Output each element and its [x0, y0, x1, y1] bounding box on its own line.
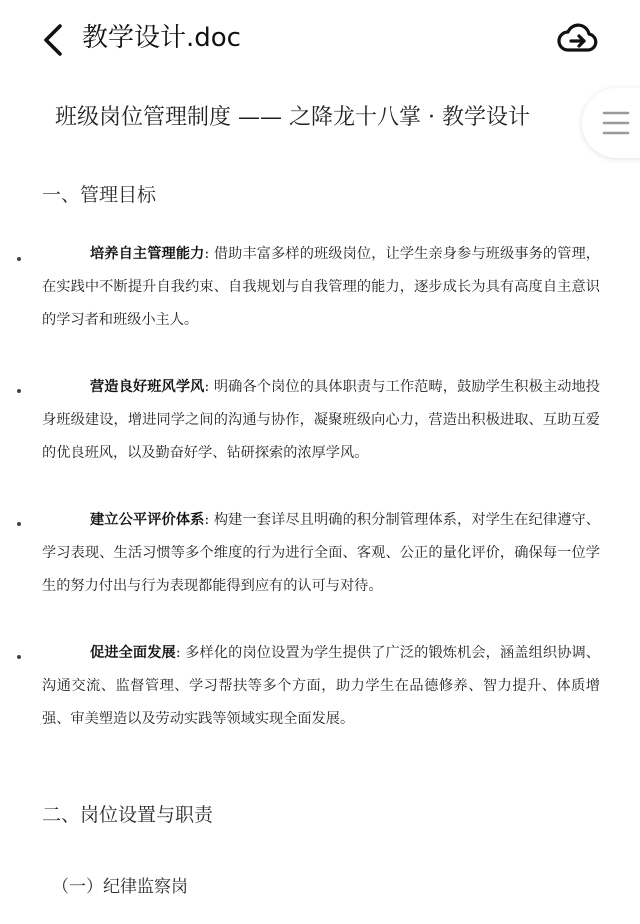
goal-text: : 多样化的岗位设置为学生提供了广泛的锻炼机会，涵盖组织协调、沟通交流、监督管理、学习帮扶等多个方面，助力学生在品德修养、智力提升、体质增强、审美塑造以及劳动实践等领域实现全面发展。 — [42, 645, 600, 727]
goal-paragraph — [42, 371, 600, 470]
goal-term: 促进全面发展 — [90, 645, 176, 661]
back-button[interactable] — [36, 20, 76, 60]
goal-text: : 构建一套详尽且明确的积分制管理体系，对学生在纪律遵守、学习表现、生活习惯等多个维度的行为进行全面、客观、公正的量化评价，确保每一位学生的努力付出与行为表现都能得到应有的认可与对待。 — [42, 512, 600, 594]
chevron-left-icon — [36, 20, 76, 60]
section-heading-goals: 一、管理目标 — [42, 184, 157, 206]
subsection-heading-discipline: （一）纪律监察岗 — [52, 877, 188, 897]
cloud-upload-icon — [556, 16, 600, 60]
goal-paragraph — [42, 238, 600, 337]
goal-term: 营造良好班风学风 — [90, 379, 205, 395]
goal-text: : 借助丰富多样的班级岗位，让学生亲身参与班级事务的管理，在实践中不断提升自我约束、自我规划与自我管理的能力，逐步成长为具有高度自主意识的学习者和班级小主人。 — [42, 246, 600, 328]
cloud-upload-button[interactable] — [556, 16, 600, 60]
document-title: 班级岗位管理制度 —— 之降龙十八掌 · 教学设计 — [55, 105, 530, 130]
top-bar — [0, 0, 640, 80]
goal-term: 培养自主管理能力 — [90, 246, 205, 262]
list-bullet — [17, 655, 21, 659]
section-heading-positions: 二、岗位设置与职责 — [42, 804, 214, 826]
goal-paragraph — [42, 637, 600, 736]
list-bullet — [17, 522, 21, 526]
file-name-title: 教学设计.doc — [82, 23, 241, 53]
list-bullet — [17, 389, 21, 393]
goal-paragraph — [42, 504, 600, 603]
hamburger-menu-icon — [602, 109, 630, 137]
goal-text: : 明确各个岗位的具体职责与工作范畴，鼓励学生积极主动地投身班级建设，增进同学之间的沟通与协作，凝聚班级向心力，营造出积极进取、互助互爱的优良班风，以及勤奋好学、钻研探索的浓厚学风。 — [42, 379, 600, 461]
list-bullet — [17, 257, 21, 261]
goal-term: 建立公平评价体系 — [90, 512, 205, 528]
